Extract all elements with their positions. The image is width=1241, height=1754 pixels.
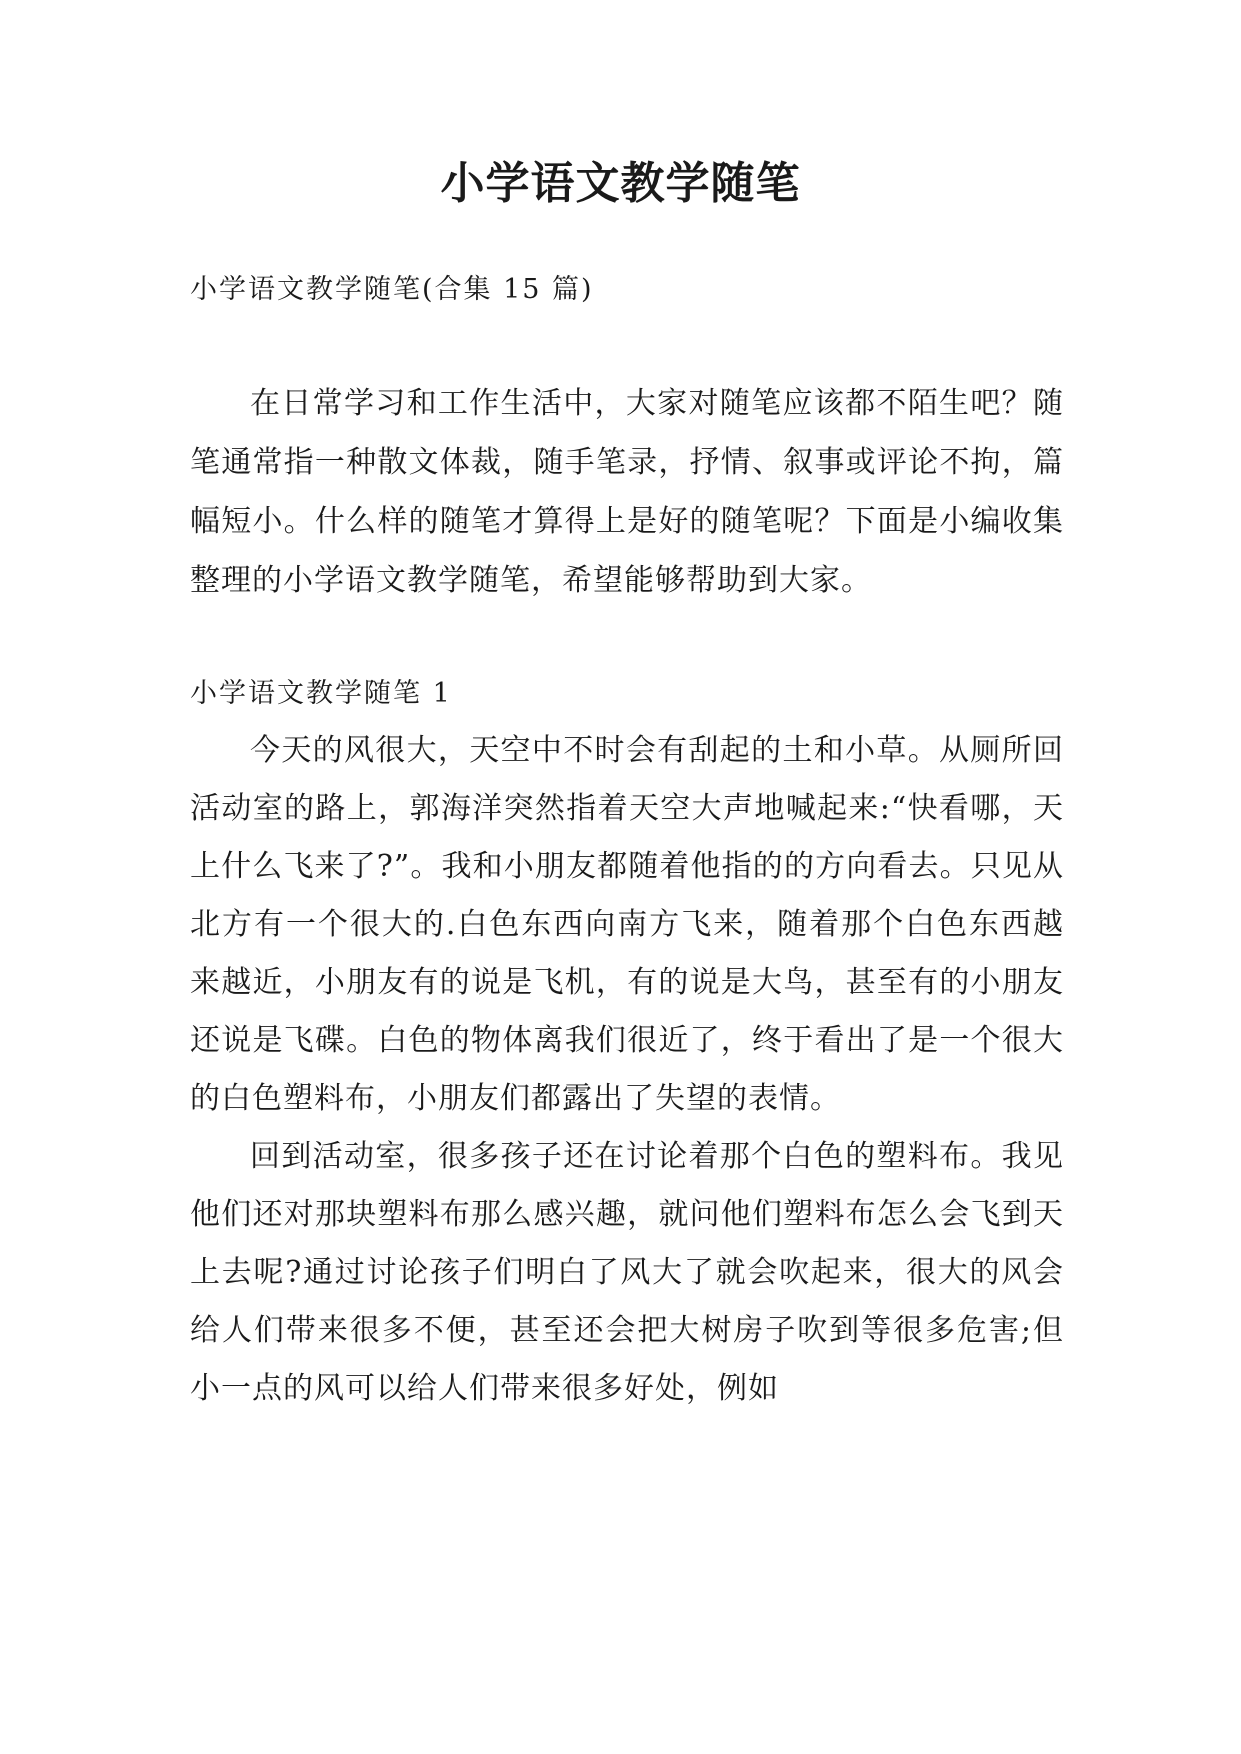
intro-paragraph: 在日常学习和工作生活中，大家对随笔应该都不陌生吧？随笔通常指一种散文体裁，随手笔录，抒情、叙事或评论不拘，篇幅短小。什么样的随笔才算得上是好的随笔呢？下面是小编收集整理的小学语文教学随笔，希望能够帮助到大家。 — [190, 386, 1064, 598]
document-body — [190, 262, 1064, 1418]
essay-section-1 — [190, 666, 1064, 1418]
document-subtitle: 小学语文教学随笔(合集 15 篇) — [190, 274, 594, 305]
section-paragraph-1: 今天的风很大，天空中不时会有刮起的土和小草。从厕所回活动室的路上，郭海洋突然指着天空大声地喊起来:“快看哪，天上什么飞来了?”。我和小朋友都随着他指的的方向看去。只见从北方有一个很大的.白色东西向南方飞来，随着那个白色东西越来越近，小朋友有的说是飞机，有的说是大鸟，甚至有的小朋友还说是飞碟。白色的物体离我们很近了，终于看出了是一个很大的白色塑料布，小朋友们都露出了失望的表情。 — [190, 733, 1064, 1116]
document-title: 小学语文教学随笔 — [440, 158, 801, 209]
section-heading: 小学语文教学随笔 1 — [190, 678, 452, 709]
section-paragraph-2: 回到活动室，很多孩子还在讨论着那个白色的塑料布。我见他们还对那块塑料布那么感兴趣，就问他们塑料布怎么会飞到天上去呢?通过讨论孩子们明白了风大了就会吹起来，很大的风会给人们带来很多不便，甚至还会把大树房子吹到等很多危害;但小一点的风可以给人们带来很多好处，例如 — [190, 1139, 1064, 1406]
